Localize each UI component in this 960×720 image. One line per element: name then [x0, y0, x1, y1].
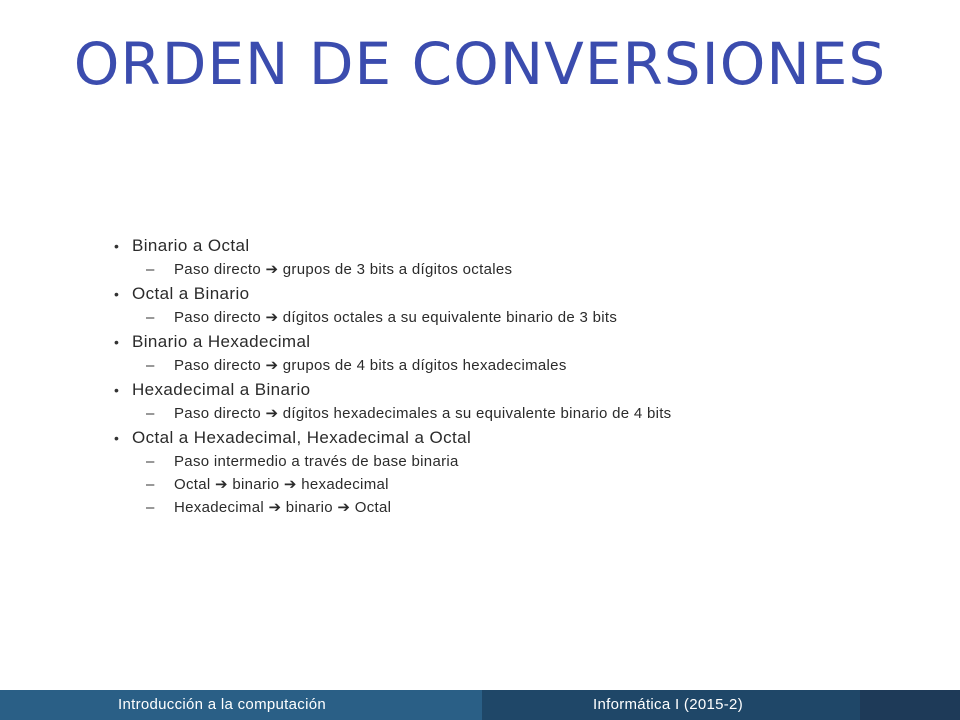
bullet-list — [112, 236, 852, 517]
sub-item — [132, 476, 852, 494]
bullet-text: Octal a Binario — [132, 284, 250, 303]
bullet-dot: • — [114, 238, 119, 254]
list-item — [112, 332, 852, 375]
sub-list — [132, 309, 852, 327]
list-item — [112, 236, 852, 279]
sub-item-text: Paso directo ➔ dígitos hexadecimales a su equivalente binario de 4 bits — [174, 405, 672, 422]
bullet-dot: • — [114, 382, 119, 398]
footer-bar — [0, 690, 960, 720]
bullet-text: Octal a Hexadecimal, Hexadecimal a Octal — [132, 428, 472, 447]
slide-content — [112, 236, 852, 522]
bullet-dot: • — [114, 430, 119, 446]
sub-item — [132, 453, 852, 471]
sub-item-text: Paso directo ➔ dígitos octales a su equivalente binario de 3 bits — [174, 309, 618, 326]
list-item — [112, 380, 852, 423]
sub-item — [132, 309, 852, 327]
sub-item-text: Paso directo ➔ grupos de 4 bits a dígitos hexadecimales — [174, 357, 567, 374]
bullet-text: Hexadecimal a Binario — [132, 380, 311, 399]
list-item — [112, 428, 852, 517]
dash-marker: – — [146, 405, 155, 422]
dash-marker: – — [146, 453, 155, 470]
sub-item-text: Octal ➔ binario ➔ hexadecimal — [174, 476, 389, 493]
sub-item-text: Paso directo ➔ grupos de 3 bits a dígitos octales — [174, 261, 513, 278]
sub-item-text: Paso intermedio a través de base binaria — [174, 453, 459, 470]
sub-item — [132, 405, 852, 423]
sub-list — [132, 405, 852, 423]
sub-item — [132, 261, 852, 279]
sub-item — [132, 357, 852, 375]
list-item — [112, 284, 852, 327]
dash-marker: – — [146, 261, 155, 278]
slide-title: ORDEN DE CONVERSIONES — [73, 30, 887, 98]
sub-item-text: Hexadecimal ➔ binario ➔ Octal — [174, 499, 392, 516]
dash-marker: – — [146, 357, 155, 374]
dash-marker: – — [146, 499, 155, 516]
dash-marker: – — [146, 476, 155, 493]
bullet-text: Binario a Hexadecimal — [132, 332, 311, 351]
sub-list — [132, 453, 852, 517]
bullet-dot: • — [114, 334, 119, 350]
bullet-text: Binario a Octal — [132, 236, 250, 255]
dash-marker: – — [146, 309, 155, 326]
footer-course-name: Introducción a la computación — [118, 696, 326, 713]
bullet-dot: • — [114, 286, 119, 302]
footer-term-label: Informática I (2015-2) — [593, 696, 743, 713]
sub-list — [132, 261, 852, 279]
sub-item — [132, 499, 852, 517]
sub-list — [132, 357, 852, 375]
